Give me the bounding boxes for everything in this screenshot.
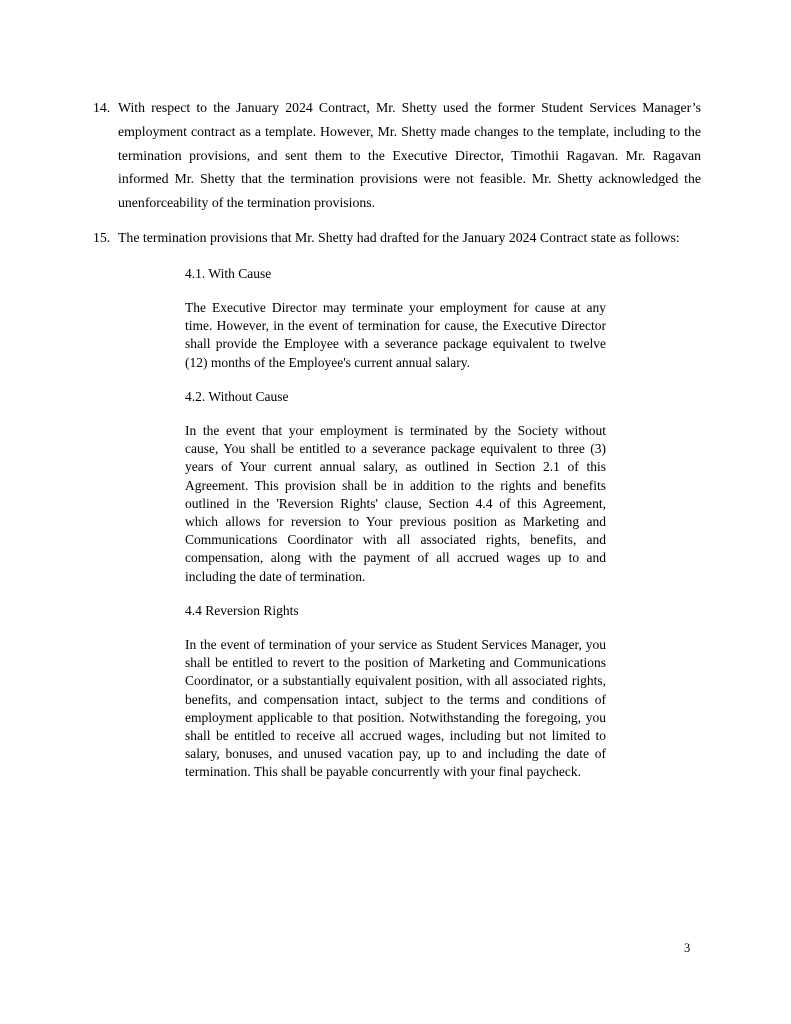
document-body [93,96,701,798]
paragraph-14-number: 14. [93,100,111,115]
section-4-2-body: In the event that your employment is terminated by the Society without cause, You shall be entitled to a severance package equivalent to three (3) years of Your current annual salary, as outlined in Section 2.1 of this Agreement. This provision shall be in addition to the rights and benefits outlined in the 'Reversion Rights' clause, Section 4.4 of this Agreement, which allows for reversion to Your previous position as Marketing and Communications Coordinator with all associated rights, benefits, and compensation, along with the payment of all accrued wages up to and including the date of termination. [185,423,606,584]
section-4-4-heading: 4.4 Reversion Rights [185,602,299,618]
section-4-2 [185,388,606,586]
paragraph-15-number: 15. [93,229,111,245]
section-4-1-body: The Executive Director may terminate your employment for cause at any time. However, in the event of termination for cause, the Executive Director shall provide the Employee with a severance package equivalent to twelve (12) months of the Employee's current annual salary. [185,299,606,370]
paragraph-14 [93,96,701,215]
paragraph-14-text: With respect to the January 2024 Contract, Mr. Shetty used the former Student Services Manager’s employment contract as a template. However, Mr. Shetty made changes to the template, including to the termination provisions, and sent them to the Executive Director, Timothii Ragavan. Mr. Ragavan informed Mr. Shetty that the termination provisions were not feasible. Mr. Shetty acknowledged the unenforceability of the termination provisions. [118,100,701,211]
paragraph-15-text: The termination provisions that Mr. Shetty had drafted for the January 2024 Contract state as follows: [118,229,680,245]
paragraph-15 [93,226,701,250]
quoted-contract-provisions [185,265,606,782]
section-4-1-heading: 4.1. With Cause [185,265,272,281]
section-4-2-heading: 4.2. Without Cause [185,388,289,404]
page-number: 3 [684,941,691,955]
section-4-1 [185,265,606,372]
section-4-4-body: In the event of termination of your service as Student Services Manager, you shall be entitled to revert to the position of Marketing and Communications Coordinator, or a substantially equivalent position, with all associated rights, benefits, and compensation intact, subject to the terms and conditions of employment applicable to that position. Notwithstanding the foregoing, you shall be entitled to receive all accrued wages, including but not limited to salary, bonuses, and unused vacation pay, up to and including the date of termination. This shall be payable concurrently with your final paycheck. [185,637,606,780]
section-4-4 [185,602,606,782]
